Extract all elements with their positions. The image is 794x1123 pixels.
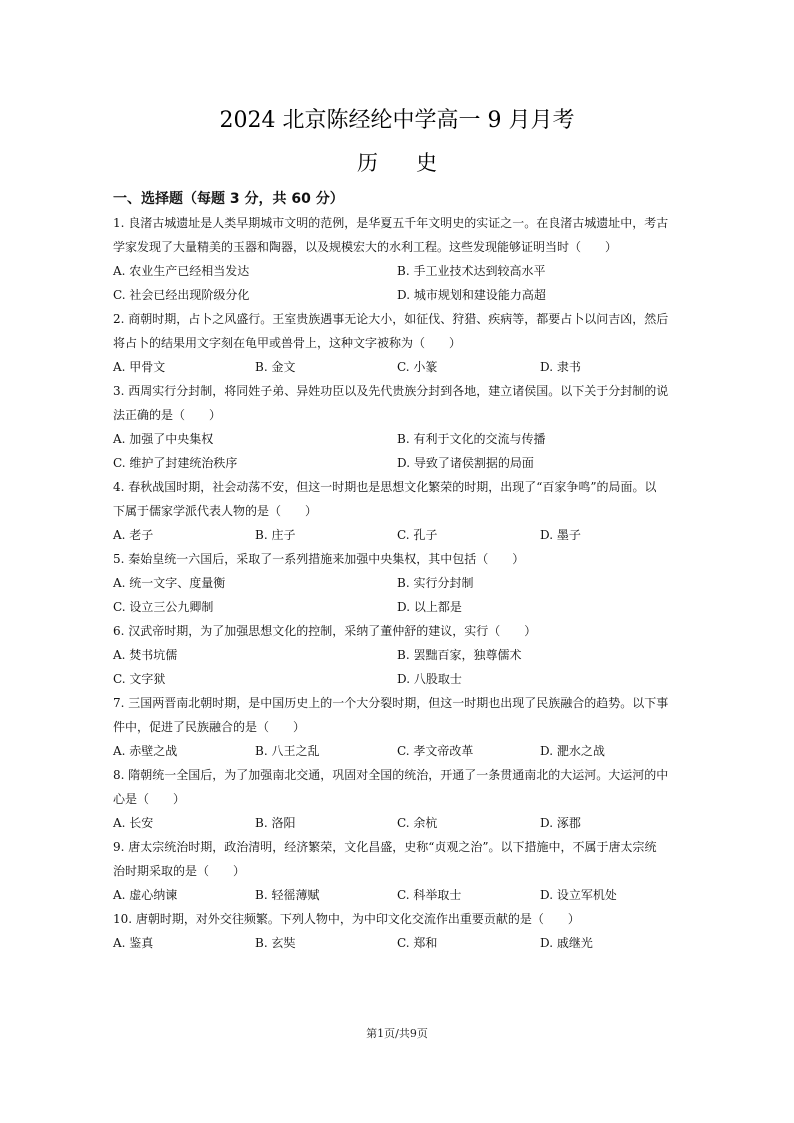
question-text: 将占卜的结果用文字刻在龟甲或兽骨上，这种文字被称为（ ）: [113, 336, 462, 350]
option-d: D. 导致了诸侯割据的局面: [397, 456, 534, 470]
option-c: C. 维护了封建统治秩序: [113, 456, 238, 470]
option-b: B. 罢黜百家，独尊儒术: [397, 648, 522, 662]
question-text: 3. 西周实行分封制，将同姓子弟、异姓功臣以及先代贵族分封到各地，建立诸侯国。以下关于分封制的说: [113, 384, 669, 398]
question-text: 件中，促进了民族融合的是（ ）: [113, 720, 306, 734]
option-c: C. 郑和: [397, 936, 438, 950]
option-a: A. 鉴真: [113, 936, 154, 950]
option-a: A. 焚书坑儒: [113, 648, 178, 662]
option-b: B. 庄子: [255, 528, 296, 542]
option-b: B. 轻徭薄赋: [255, 888, 320, 902]
section-heading: 一、选择题（每题 3 分，共 60 分）: [113, 191, 344, 207]
option-a: A. 甲骨文: [113, 360, 166, 374]
question-block: [113, 907, 683, 955]
question-text: 2. 商朝时期，占卜之风盛行。王室贵族遇事无论大小，如征伐、狩猎、疾病等，都要占卜以问吉凶，然后: [113, 312, 669, 326]
option-row: [113, 259, 683, 283]
option-a: A. 农业生产已经相当发达: [113, 264, 250, 278]
option-row: [113, 595, 683, 619]
option-a: A. 赤壁之战: [113, 744, 178, 758]
option-row: [113, 451, 683, 475]
option-c: C. 小篆: [397, 360, 438, 374]
option-row: [113, 523, 683, 547]
option-c: C. 科举取士: [397, 888, 462, 902]
option-a: A. 统一文字、度量衡: [113, 576, 226, 590]
option-d: D. 墨子: [540, 528, 581, 542]
option-a: A. 长安: [113, 816, 154, 830]
option-c: C. 设立三公九卿制: [113, 600, 214, 614]
question-text: 7. 三国两晋南北朝时期，是中国历史上的一个大分裂时期，但这一时期也出现了民族融合的趋势。以下事: [113, 696, 669, 710]
option-row: [113, 427, 683, 451]
option-a: A. 加强了中央集权: [113, 432, 214, 446]
question-block: [113, 475, 683, 547]
question-text: 治时期采取的是（ ）: [113, 864, 246, 878]
option-a: A. 虚心纳谏: [113, 888, 178, 902]
option-b: B. 八王之乱: [255, 744, 320, 758]
question-block: [113, 547, 683, 619]
question-text: 10. 唐朝时期，对外交往频繁。下列人物中，为中印文化交流作出重要贡献的是（ ）: [113, 912, 580, 926]
question-block: [113, 619, 683, 691]
question-text: 心是（ ）: [113, 792, 186, 806]
question-text: 8. 隋朝统一全国后，为了加强南北交通，巩固对全国的统治，开通了一条贯通南北的大运河。大运河的中: [113, 768, 669, 782]
option-b: B. 有利于文化的交流与传播: [397, 432, 546, 446]
subject-title: 历史: [357, 151, 475, 175]
option-d: D. 以上都是: [397, 600, 462, 614]
question-block: [113, 763, 683, 835]
option-row: [113, 571, 683, 595]
exam-title: 2024 北京陈经纶中学高一 9 月月考: [219, 108, 575, 133]
option-b: B. 玄奘: [255, 936, 296, 950]
question-text: 9. 唐太宗统治时期，政治清明，经济繁荣，文化昌盛，史称“贞观之治”。以下措施中，不属于唐太宗统: [113, 840, 657, 854]
option-d: D. 八股取士: [397, 672, 462, 686]
option-row: [113, 283, 683, 307]
option-row: [113, 883, 683, 907]
question-text: 5. 秦始皇统一六国后，采取了一系列措施来加强中央集权，其中包括（ ）: [113, 552, 525, 566]
option-row: [113, 643, 683, 667]
option-row: [113, 811, 683, 835]
option-d: D. 城市规划和建设能力高超: [397, 288, 546, 302]
option-row: [113, 667, 683, 691]
option-d: D. 隶书: [540, 360, 581, 374]
question-block: [113, 379, 683, 475]
option-row: [113, 931, 683, 955]
option-a: A. 老子: [113, 528, 154, 542]
question-block: [113, 307, 683, 379]
option-b: B. 手工业技术达到较高水平: [397, 264, 546, 278]
question-block: [113, 211, 683, 307]
page-number: 第1页/共9页: [366, 1027, 428, 1040]
question-text: 4. 春秋战国时期，社会动荡不安，但这一时期也是思想文化繁荣的时期，出现了“百家争鸣”的局面。以: [113, 480, 657, 494]
question-text: 学家发现了大量精美的玉器和陶器，以及规模宏大的水利工程。这些发现能够证明当时（ ）: [113, 240, 618, 254]
option-c: C. 文字狱: [113, 672, 166, 686]
option-b: B. 金文: [255, 360, 296, 374]
question-text: 下属于儒家学派代表人物的是（ ）: [113, 504, 318, 518]
question-text: 6. 汉武帝时期，为了加强思想文化的控制，采纳了董仲舒的建议，实行（ ）: [113, 624, 537, 638]
option-b: B. 洛阳: [255, 816, 296, 830]
question-block: [113, 691, 683, 763]
option-b: B. 实行分封制: [397, 576, 474, 590]
question-block: [113, 835, 683, 907]
question-text: 1. 良渚古城遗址是人类早期城市文明的范例，是华夏五千年文明史的实证之一。在良渚古城遗址中，考古: [113, 216, 669, 230]
question-text: 法正确的是（ ）: [113, 408, 222, 422]
option-c: C. 社会已经出现阶级分化: [113, 288, 250, 302]
question-list: [113, 187, 683, 955]
option-d: D. 设立军机处: [540, 888, 617, 902]
option-c: C. 孔子: [397, 528, 438, 542]
option-d: D. 淝水之战: [540, 744, 605, 758]
option-row: [113, 739, 683, 763]
option-d: D. 戚继光: [540, 936, 593, 950]
option-d: D. 涿郡: [540, 816, 581, 830]
option-c: C. 余杭: [397, 816, 438, 830]
option-c: C. 孝文帝改革: [397, 744, 474, 758]
option-row: [113, 355, 683, 379]
